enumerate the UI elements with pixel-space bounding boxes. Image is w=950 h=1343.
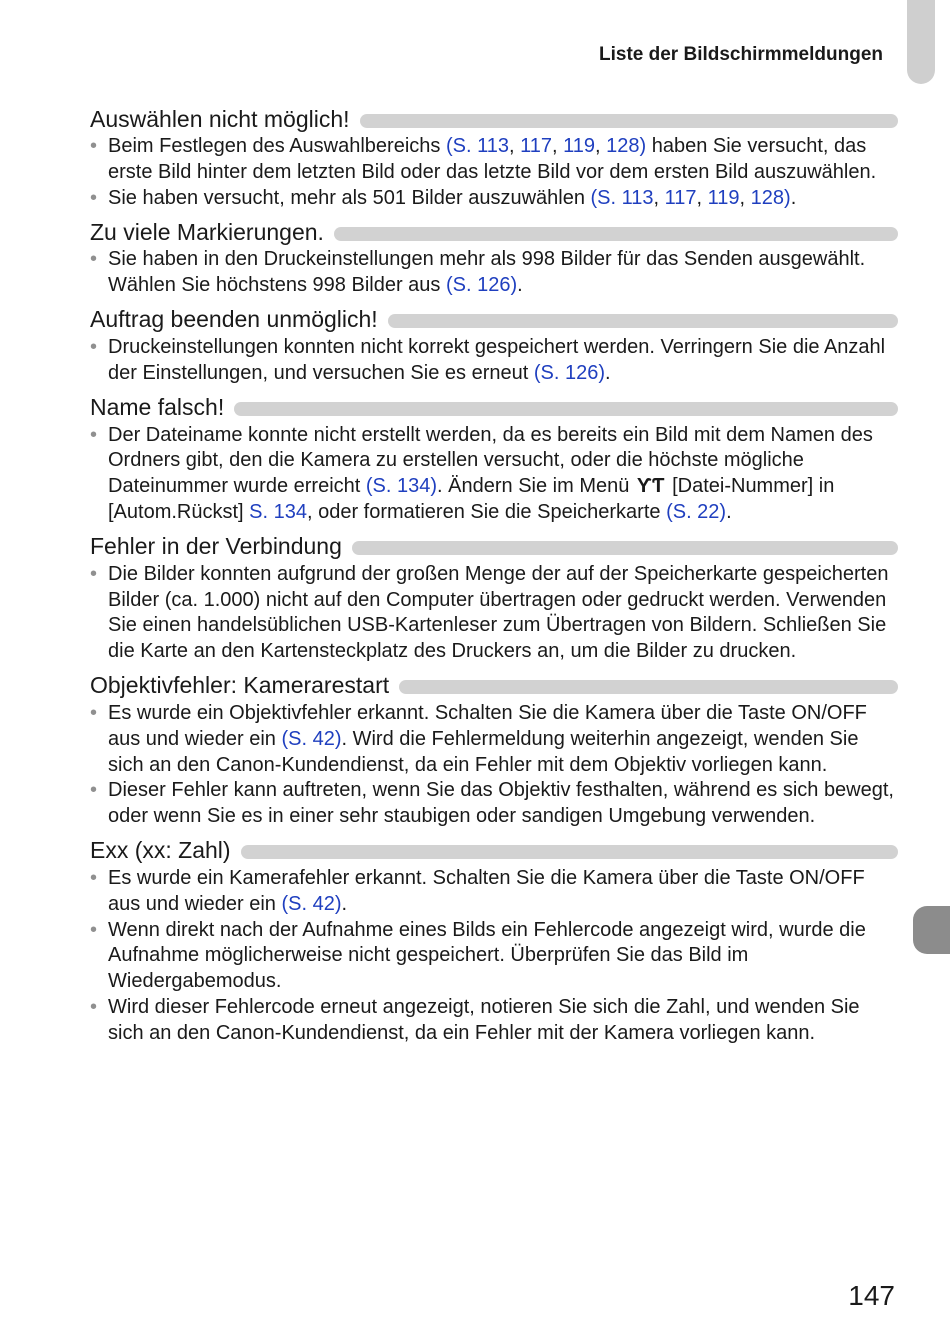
bullet-text: . Ändern Sie im Menü — [437, 475, 635, 498]
bullet-text: . — [605, 361, 611, 384]
bullet-text: , — [508, 135, 521, 157]
bullet-item — [90, 995, 898, 1047]
page-reference-link[interactable]: (S. 42) — [281, 727, 342, 750]
bullet-list — [90, 134, 898, 211]
section-heading — [90, 393, 898, 423]
page-reference-link[interactable]: (S. 22) — [666, 500, 727, 523]
page-reference-link[interactable]: 128) — [750, 186, 791, 209]
heading-rule — [334, 227, 898, 241]
section-heading-text: Fehler in der Verbindung — [90, 533, 342, 560]
section-heading-text: Auswählen nicht möglich! — [90, 105, 350, 132]
page-reference-link[interactable]: (S. 134) — [365, 475, 438, 498]
bullet-text: , — [653, 186, 665, 209]
section-heading — [90, 104, 898, 134]
page-reference-link[interactable]: 117 — [664, 186, 697, 209]
bullet-text: Die Bilder konnten aufgrund der großen Menge der auf der Speicherkarte gespeicherten Bilder (ca. 1.000) nicht auf den Computer übertragen oder gedruckt werden. Verwenden Sie einen handelsüblichen USB-Kartenleser zum Übertragen von Bildern. Schließen Sie die Karte an den Kartensteckplatz des Druckers an, um die Bilder zu drucken. — [108, 562, 889, 663]
bullet-text: . Wird die Fehlermeldung weiterhin angezeigt, wenden Sie sich an den Canon-Kundendienst, da ein Fehler mit dem Objektiv vorliegen kann. — [108, 727, 859, 776]
bullet-list — [90, 423, 898, 526]
bullet-item — [90, 778, 898, 830]
heading-rule — [399, 680, 898, 694]
section-heading-text: Exx (xx: Zahl) — [90, 837, 231, 864]
page-reference-link[interactable]: (S. 113 — [590, 186, 654, 209]
bullet-text: Wenn direkt nach der Aufnahme eines Bilds ein Fehlercode angezeigt wird, wurde die Aufnahme möglicherweise nicht gespeichert. Überprüfen Sie das Bild im Wiedergabemodus. — [108, 918, 866, 993]
bullet-text: , — [551, 135, 564, 157]
bullet-text: , — [696, 186, 708, 209]
heading-rule — [388, 314, 898, 328]
bullet-text: , oder formatieren Sie die Speicherkarte — [306, 500, 667, 523]
bullet-text: Es wurde ein Objektivfehler erkannt. Schalten Sie die Kamera über die Taste ON/OFF aus und wieder ein — [108, 701, 867, 750]
bullet-text: Wird dieser Fehlercode erneut angezeigt, notieren Sie sich die Zahl, und wenden Sie sich an den Canon-Kundendienst, da ein Fehler mit der Kamera vorliegen kann. — [108, 995, 860, 1044]
bullet-item — [90, 918, 898, 995]
page-reference-link[interactable]: 117 — [520, 135, 552, 157]
bullet-item — [90, 701, 898, 778]
chapter-tab-side — [913, 906, 950, 954]
bullet-item — [90, 335, 898, 387]
page-reference-link[interactable]: 128) — [606, 135, 647, 157]
bullet-text: Es wurde ein Kamerafehler erkannt. Schalten Sie die Kamera über die Taste ON/OFF aus und wieder ein — [108, 866, 865, 915]
bullet-item — [90, 423, 898, 526]
page-number: 147 — [848, 1280, 895, 1311]
page-reference-link[interactable]: S. 134 — [249, 500, 307, 523]
bullet-list — [90, 335, 898, 387]
bullet-item — [90, 866, 898, 918]
page-reference-link[interactable]: 119 — [563, 135, 595, 157]
page-reference-link[interactable]: (S. 113 — [445, 135, 509, 157]
bullet-item — [90, 134, 898, 186]
section-heading-text: Objektivfehler: Kamerarestart — [90, 672, 390, 699]
bullet-text: . — [726, 500, 732, 523]
page-reference-link[interactable]: 119 — [707, 186, 740, 209]
bullet-text: . — [790, 186, 797, 209]
bullet-text: Druckeinstellungen konnten nicht korrekt gespeichert werden. Verringern Sie die Anzahl der Einstellungen, und versuchen Sie es erneut — [108, 335, 886, 384]
bullet-text: Beim Festlegen des Auswahlbereichs — [108, 135, 446, 157]
section-heading — [90, 305, 898, 335]
bullet-text: , — [739, 186, 751, 209]
section-heading — [90, 671, 898, 701]
heading-rule — [234, 402, 898, 416]
heading-rule — [360, 114, 898, 128]
bullet-item — [90, 247, 898, 299]
bullet-text: [Datei-Nummer] in [Autom.Rückst] — [108, 475, 835, 523]
section-heading — [90, 217, 898, 247]
bullet-list — [90, 701, 898, 830]
running-header: Liste der Bildschirmmeldungen — [599, 44, 883, 65]
settings-menu-icon: ƳƬ — [636, 475, 665, 498]
bullet-text: Sie haben in den Druckeinstellungen mehr als 998 Bilder für das Senden ausgewählt. Wählen Sie höchstens 998 Bilder aus — [108, 248, 866, 297]
page-reference-link[interactable]: (S. 42) — [281, 892, 342, 915]
page-content — [90, 104, 898, 1053]
bullet-text: Der Dateiname konnte nicht erstellt werden, da es bereits ein Bild mit dem Namen des Ordners gibt, den die Kamera zu erstellen versucht, oder die höchste mögliche Dateinummer wurde erreicht — [108, 423, 873, 498]
bullet-text: . — [341, 892, 348, 915]
bullet-list — [90, 247, 898, 299]
section-heading — [90, 532, 898, 562]
section-heading-text: Name falsch! — [90, 394, 225, 421]
page-reference-link[interactable]: (S. 126) — [445, 274, 518, 297]
section-heading — [90, 836, 898, 866]
bullet-list — [90, 866, 898, 1047]
heading-rule — [241, 845, 898, 859]
page-reference-link[interactable]: (S. 126) — [533, 361, 605, 384]
chapter-tab-top — [907, 0, 935, 84]
bullet-item — [90, 186, 898, 212]
bullet-text: , — [595, 135, 607, 157]
bullet-text: . — [517, 274, 523, 297]
section-heading-text: Auftrag beenden unmöglich! — [90, 306, 378, 333]
bullet-text: haben Sie versucht, das erste Bild hinter dem letzten Bild oder das letzte Bild vor dem ersten Bild auszuwählen. — [108, 135, 877, 183]
bullet-item — [90, 562, 898, 665]
heading-rule — [352, 541, 898, 555]
bullet-list — [90, 562, 898, 665]
bullet-text: Dieser Fehler kann auftreten, wenn Sie das Objektiv festhalten, während es sich bewegt, oder wenn Sie es in einer sehr staubigen oder sandigen Umgebung verwenden. — [108, 779, 894, 828]
bullet-text: Sie haben versucht, mehr als 501 Bilder auszuwählen — [108, 186, 591, 209]
section-heading-text: Zu viele Markierungen. — [90, 218, 324, 245]
